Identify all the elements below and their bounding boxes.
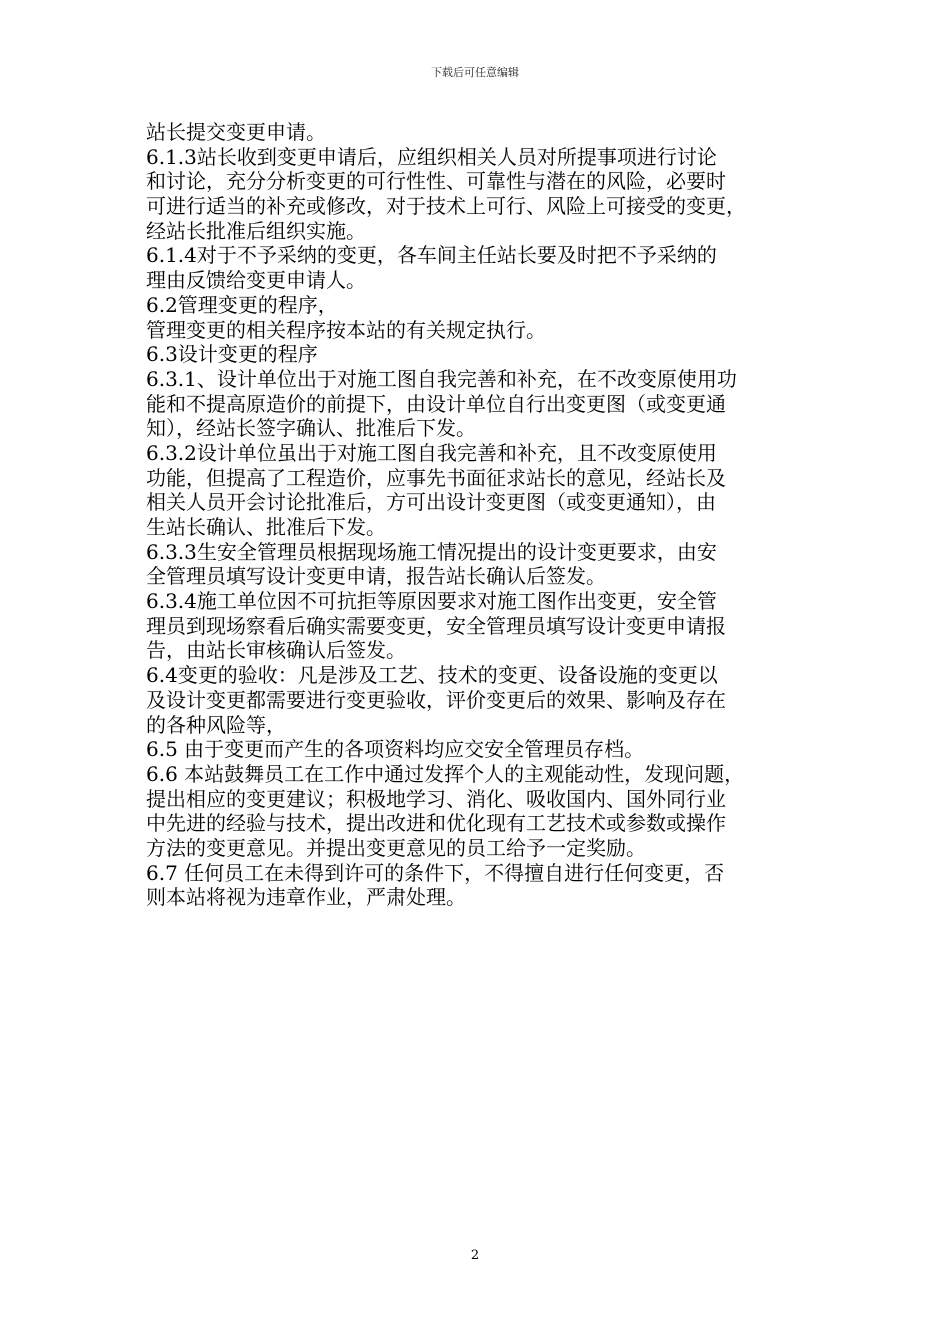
text-line: 和讨论，充分分析变更的可行性性、可靠性与潜在的风险，必要时 bbox=[146, 169, 726, 194]
page-footer bbox=[0, 1248, 950, 1264]
page-header bbox=[0, 66, 950, 80]
text-line: 知），经站长签字确认、批准后下发。 bbox=[146, 416, 476, 441]
text-line: 中先进的经验与技术，提出改进和优化现有工艺技术或参数或操作 bbox=[146, 811, 726, 836]
text-line: 可进行适当的补充或修改，对于技术上可行、风险上可接受的变更， bbox=[146, 194, 746, 219]
text-line: 6.3.1、设计单位出于对施工图自我完善和补充，在不改变原使用功 bbox=[146, 366, 737, 391]
page-number: 2 bbox=[470, 1248, 480, 1263]
text-line: 提出相应的变更建议；积极地学习、消化、吸收国内、国外同行业 bbox=[146, 786, 726, 811]
text-line: 功能，但提高了工程造价，应事先书面征求站长的意见，经站长及 bbox=[146, 465, 726, 490]
text-line: 生站长确认、批准后下发。 bbox=[146, 515, 386, 539]
text-line: 告，由站长审核确认后签发。 bbox=[146, 638, 406, 663]
text-line: 管理变更的相关程序按本站的有关规定执行。 bbox=[146, 317, 546, 342]
text-line: 6.1.3站长收到变更申请后，应组织相关人员对所提事项进行讨论 bbox=[146, 144, 717, 169]
text-line: 方法的变更意见。并提出变更意见的员工给予一定奖励。 bbox=[146, 835, 646, 860]
section-heading: 6.2管理变更的程序， bbox=[146, 292, 338, 317]
text-line: 理由反馈给变更申请人。 bbox=[146, 268, 366, 293]
text-line: 6.6 本站鼓舞员工在工作中通过发挥个人的主观能动性，发现问题， bbox=[146, 761, 745, 786]
text-line: 6.5 由于变更而产生的各项资料均应交安全管理员存档。 bbox=[146, 737, 645, 762]
text-line: 6.3.4施工单位因不可抗拒等原因要求对施工图作出变更，安全管 bbox=[146, 589, 717, 614]
text-line: 6.3.3生安全管理员根据现场施工情况提出的设计变更要求，由安 bbox=[146, 539, 717, 564]
text-line: 理员到现场察看后确实需要变更，安全管理员填写设计变更申请报 bbox=[146, 613, 726, 638]
text-line: 6.3.2设计单位虽出于对施工图自我完善和补充，且不改变原使用 bbox=[146, 440, 717, 465]
text-line: 能和不提高原造价的前提下，由设计单位自行出变更图（或变更通 bbox=[146, 391, 726, 416]
text-line: 相关人员开会讨论批准后，方可出设计变更图（或变更通知），由 bbox=[146, 490, 716, 515]
text-line: 6.7 任何员工在未得到许可的条件下，不得擅自进行任何变更，否 bbox=[146, 860, 725, 885]
text-line: 及设计变更都需要进行变更验收，评价变更后的效果、影响及存在 bbox=[146, 687, 726, 712]
document-body bbox=[146, 120, 811, 910]
text-line: 6.1.4对于不予采纳的变更，各车间主任站长要及时把不予采纳的 bbox=[146, 243, 717, 268]
text-line: 全管理员填写设计变更申请，报告站长确认后签发。 bbox=[146, 564, 606, 589]
text-line: 则本站将视为违章作业，严肃处理。 bbox=[146, 885, 466, 910]
header-text: 下载后可任意编辑 bbox=[431, 66, 519, 79]
text-line: 的各种风险等， bbox=[146, 712, 286, 737]
text-line: 站长提交变更申请。 bbox=[146, 120, 326, 144]
text-line: 6.4变更的验收：凡是涉及工艺、技术的变更、设备设施的变更以 bbox=[146, 663, 718, 688]
section-heading: 6.3设计变更的程序 bbox=[146, 342, 318, 367]
text-line: 经站长批准后组织实施。 bbox=[146, 218, 366, 243]
